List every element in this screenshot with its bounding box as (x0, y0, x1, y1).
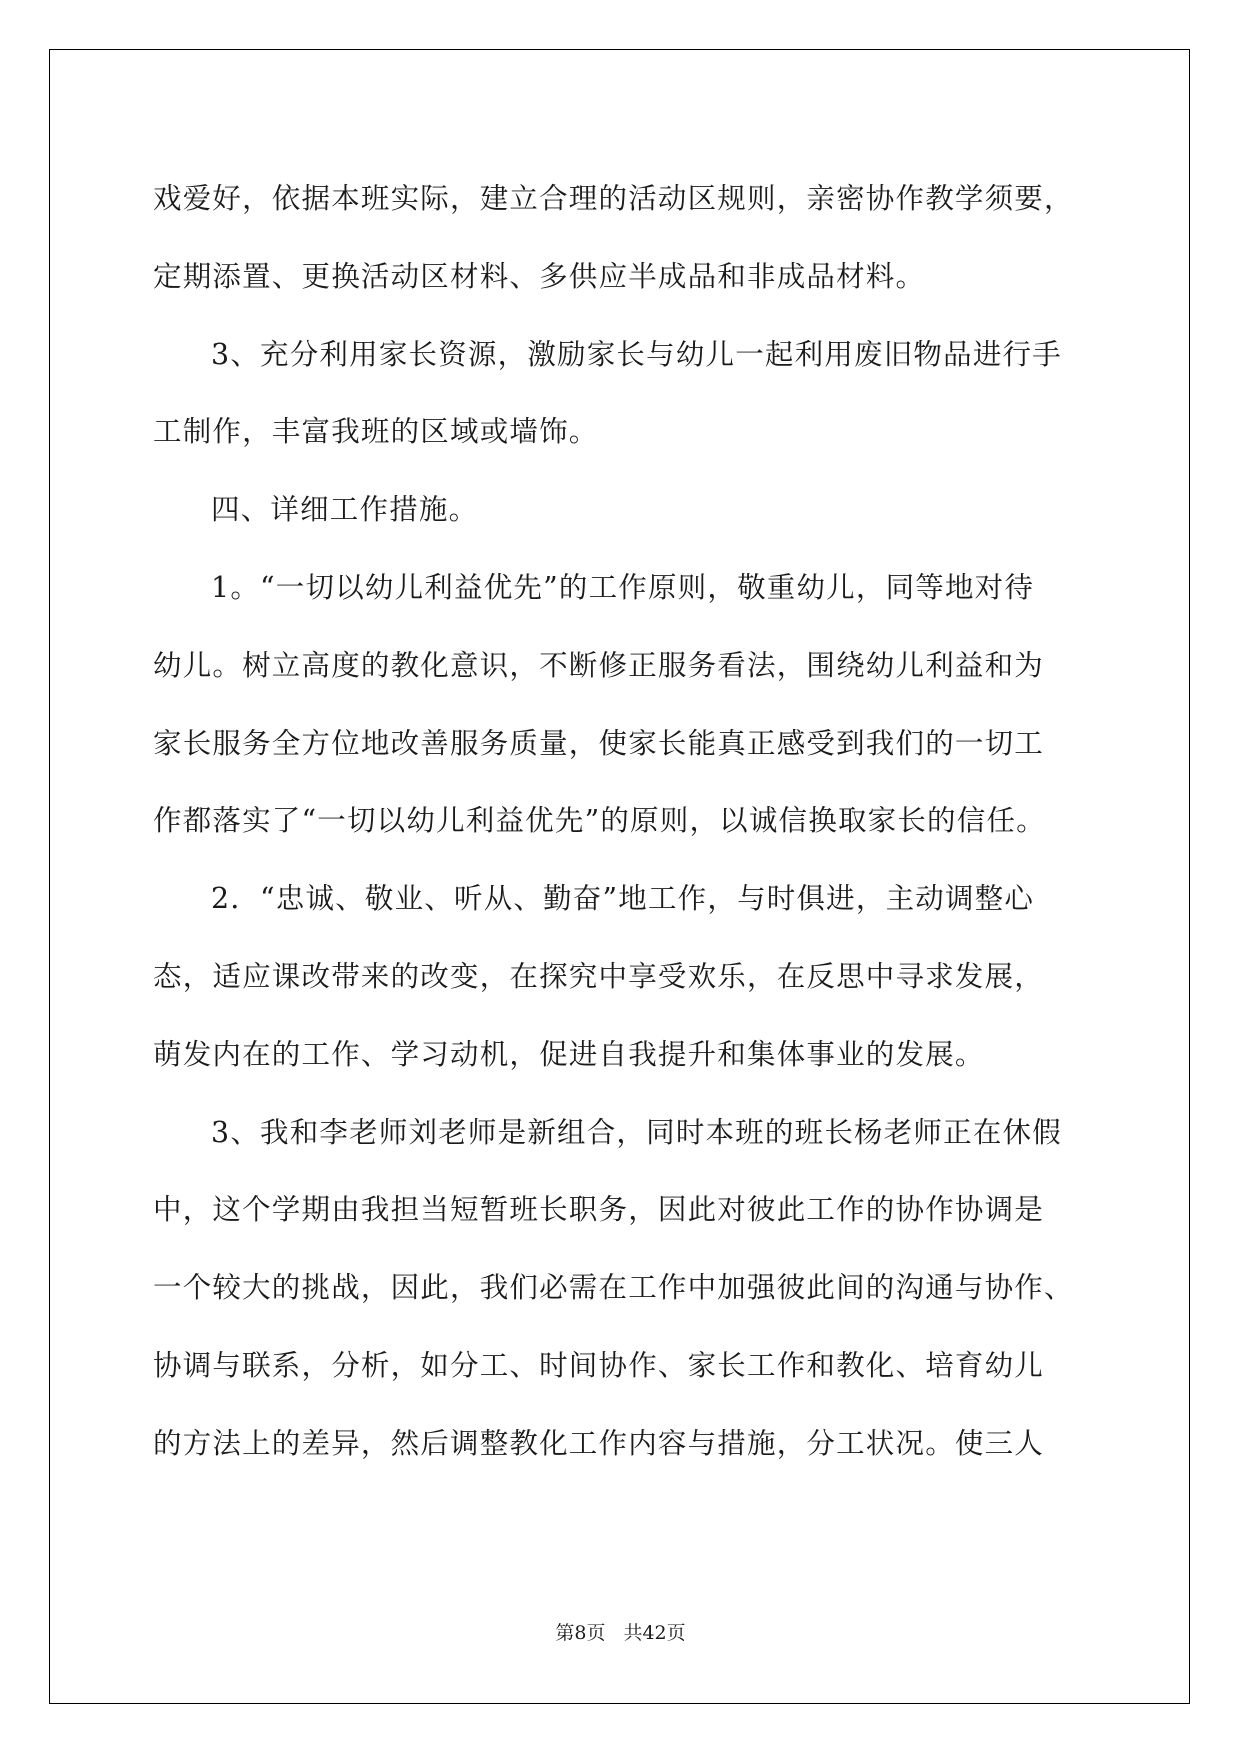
text-line: 2．“忠诚、敬业、听从、勤奋”地工作，与时俱进，主动调整心 (211, 882, 1035, 916)
page-number: 第8页 (555, 1622, 606, 1644)
page-total: 共42页 (623, 1622, 686, 1644)
text-line: 幼儿。树立高度的教化意识，不断修正服务看法，围绕幼儿利益和为 (153, 648, 1045, 682)
text-line: 作都落实了“一切以幼儿利益优先”的原则，以诚信换取家长的信任。 (153, 804, 1046, 838)
text-line: 一个较大的挑战，因此，我们必需在工作中加强彼此间的沟通与协作、 (153, 1271, 1074, 1305)
text-line: 协调与联系，分析，如分工、时间协作、家长工作和教化、培育幼儿 (153, 1348, 1045, 1382)
text-line: 戏爱好，依据本班实际，建立合理的活动区规则，亲密协作教学须要， (153, 182, 1074, 215)
text-line: 态，适应课改带来的改变，在探究中享受欢乐，在反思中寻求发展， (153, 959, 1045, 993)
text-line: 中，这个学期由我担当短暂班长职务，因此对彼此工作的协作协调是 (153, 1193, 1045, 1227)
document-body (153, 160, 1113, 1483)
text-line: 萌发内在的工作、学习动机，促进自我提升和集体事业的发展。 (153, 1037, 985, 1071)
text-line: 工制作，丰富我班的区域或墙饰。 (153, 415, 599, 449)
text-line: 3、我和李老师刘老师是新组合，同时本班的班长杨老师正在休假 (211, 1115, 1062, 1149)
text-line: 3、充分利用家长资源，激励家长与幼儿一起利用废旧物品进行手 (211, 337, 1062, 371)
text-line: 1。“一切以幼儿利益优先”的工作原则，敬重幼儿，同等地对待 (211, 570, 1035, 604)
text-line: 家长服务全方位地改善服务质量，使家长能真正感受到我们的一切工 (153, 726, 1045, 760)
page-footer (0, 1618, 1241, 1645)
text-line: 定期添置、更换活动区材料、多供应半成品和非成品材料。 (153, 259, 926, 293)
text-line: 四、详细工作措施。 (211, 493, 479, 527)
text-line: 的方法上的差异，然后调整教化工作内容与措施，分工状况。使三人 (153, 1426, 1045, 1460)
